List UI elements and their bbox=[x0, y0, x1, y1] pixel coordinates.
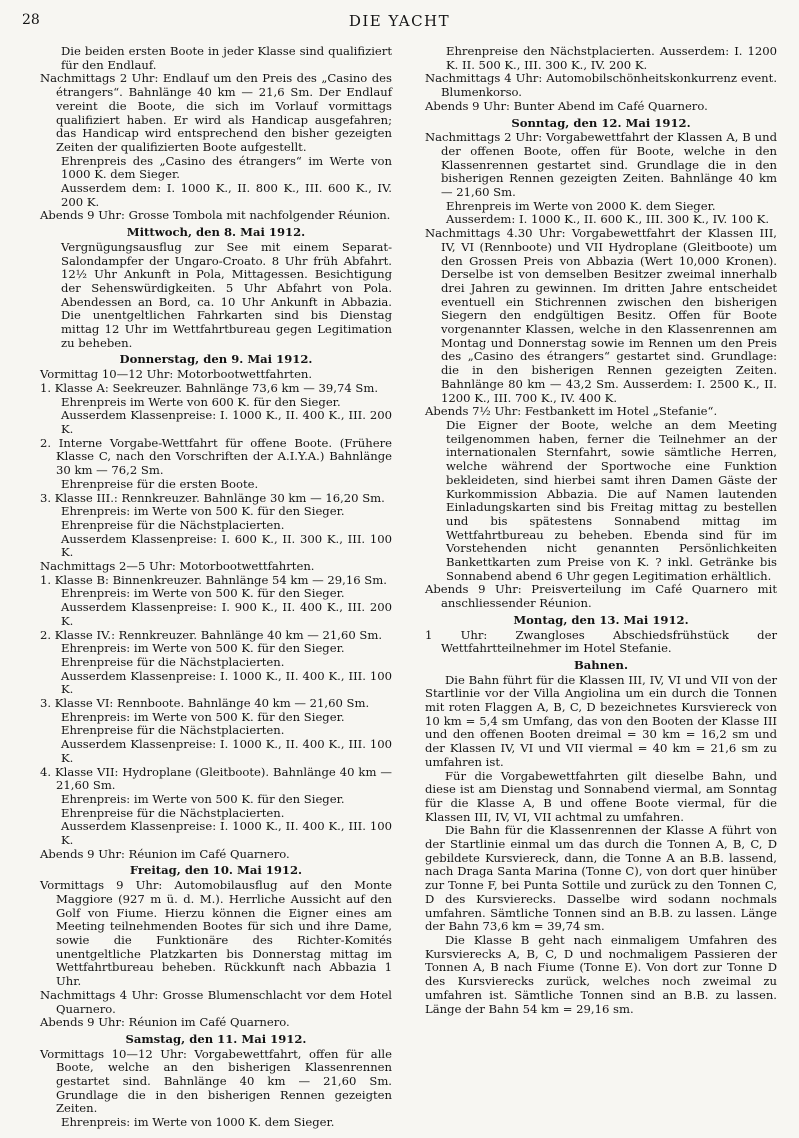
schedule-entry: 3. Klasse VI: Rennboote. Bahnlänge 40 km — 21,60 Sm. bbox=[40, 696, 370, 711]
paragraph: Die Bahn für die Klassenrennen der Klasse A führt von der Startlinie einmal um das durch die Tonnen A, B, C, D gebildete Kursviereck, dann, die Tonne A an B.B. lassend, nach Draga Santa Marina (Tonne C), von dort quer hinüber zur Tonne F, bei Punta Sottile und zurück zu den Tonnen C, D des Kursvierecks. Dasselbe wird sodann nochmals umfahren. Sämtliche Tonnen sind an B.B. zu lassen. Länge der Bahn 73,6 km = 39,74 sm. bbox=[425, 823, 777, 934]
indented-paragraph: Ehrenpreis: im Werte von 1000 K. dem Sieger. bbox=[61, 1115, 335, 1130]
schedule-entry: Nachmittags 2 Uhr: Endlauf um den Preis des „Casino des étrangers“. Bahnlänge 40 km — 21,6 Sm. Der Endlauf vereint die Boote, die sich im Vorlauf vormittags qualifiziert haben. Er wird als Handicap ausgefahren; das Handicap wird entsprechend den bisher gezeigten Zeiten der qualifizierten Boote aufgestellt. bbox=[40, 71, 392, 154]
indented-paragraph: Ausserdem Klassenpreise: I. 1000 K., II. 400 K., III. 100 K. bbox=[61, 819, 392, 848]
indented-paragraph: Ausserdem Klassenpreise: I. 900 K., II. 400 K., III. 200 K. bbox=[61, 600, 392, 628]
indented-paragraph: Ehrenpreise für die ersten Boote. bbox=[61, 476, 259, 491]
schedule-entry: 3. Klasse III.: Rennkreuzer. Bahnlänge 30 km — 16,20 Sm. bbox=[40, 490, 385, 505]
paragraph: Abends 9 Uhr: Bunter Abend im Café Quarnero. bbox=[425, 98, 708, 113]
indented-paragraph: Ehrenpreis des „Casino des étrangers“ im Werte von 1000 K. dem Sieger. bbox=[61, 153, 392, 182]
paragraph: Für die Vorgabewettfahrten gilt dieselbe Bahn, und diese ist am Dienstag und Sonnabend viermal, am Sonntag für die Klasse A, B und offene Boote viermal, für die Klassen III, IV, VI, VII achtmal zu umfahren. bbox=[425, 768, 777, 824]
schedule-entry: Nachmittags 4 Uhr: Grosse Blumenschlacht vor dem Hotel Quarnero. bbox=[40, 987, 392, 1016]
indented-paragraph: Ehrenpreis: im Werte von 500 K. für den Sieger. bbox=[61, 709, 345, 724]
indented-paragraph: Ehrenpreis: im Werte von 500 K. für den Sieger. bbox=[61, 586, 345, 601]
schedule-entry: Abends 9 Uhr: Preisverteilung im Café Quarnero mit anschliessender Réunion. bbox=[425, 582, 777, 611]
day-heading: Donnerstag, den 9. Mai 1912. bbox=[119, 352, 313, 367]
indented-paragraph: Ausserdem: I. 1000 K., II. 600 K., III. 300 K., IV. 100 K. bbox=[446, 212, 770, 227]
indented-paragraph: Ausserdem Klassenpreise: I. 1000 K., II. 400 K., III. 100 K. bbox=[61, 668, 392, 697]
paragraph: Vormittag 10—12 Uhr: Motorbootwettfahrten. bbox=[40, 367, 313, 382]
schedule-entry: Nachmittags 4 Uhr: Automobilschönheitskonkurrenz event. Blumenkorso. bbox=[425, 71, 777, 100]
indented-paragraph: Ehrenpreis: im Werte von 500 K. für den Sieger. bbox=[61, 504, 345, 519]
indented-paragraph: Ehrenpreise für die Nächstplacierten. bbox=[61, 517, 285, 532]
schedule-entry: 1. Klasse A: Seekreuzer. Bahnlänge 73,6 km — 39,74 Sm. bbox=[40, 380, 379, 395]
paragraph: Abends 9 Uhr: Réunion im Café Quarnero. bbox=[40, 1015, 290, 1030]
schedule-entry: Nachmittags 2 Uhr: Vorgabewettfahrt der Klassen A, B und der offenen Boote, offen für Boote, welche in den Klassenrennen gestartet sind. Grundlage die in den bisherigen Rennen gezeigten Zeiten. Bahnlänge 40 km — 21,60 Sm. bbox=[425, 130, 777, 200]
schedule-entry: 2. Interne Vorgabe-Wettfahrt für offene Boote. (Frühere Klasse C, nach den Vorschriften der A.I.Y.A.) Bahnlänge 30 km — 76,2 Sm. bbox=[40, 435, 392, 478]
paragraph: Die Klasse B geht nach einmaligem Umfahren des Kursvierecks A, B, C, D und nochmaligem Passieren der Tonnen A, B nach Fiume (Tonne E). Von dort zur Tonne D des Kursvierecks zurück, welches noch zweimal zu umfahren ist. Sämtliche Tonnen sind an B.B. zu lassen. Länge der Bahn 54 km = 29,16 sm. bbox=[425, 933, 777, 1016]
schedule-entry: 1 Uhr: Zwangloses Abschiedsfrühstück der Wettfahrtteilnehmer im Hotel Stefanie. bbox=[425, 627, 777, 656]
schedule-entry: 4. Klasse VII: Hydroplane (Gleitboote). Bahnlänge 40 km — 21,60 Sm. bbox=[40, 764, 392, 793]
schedule-entry: 2. Klasse IV.: Rennkreuzer. Bahnlänge 40 km — 21,60 Sm. bbox=[40, 627, 383, 642]
day-heading: Bahnen. bbox=[573, 657, 628, 672]
indented-paragraph: Ehrenpreise für die Nächstplacierten. bbox=[61, 805, 285, 820]
indented-paragraph: Ausserdem Klassenpreise: I. 600 K., II. 300 K., III. 100 K. bbox=[61, 531, 392, 560]
indented-paragraph: Die beiden ersten Boote in jeder Klasse sind qualifiziert für den Endlauf. bbox=[61, 44, 392, 72]
paragraph: Die Bahn führt für die Klassen III, IV, VI und VII von der Startlinie vor der Villa Angiolina um ein durch die Tonnen mit roten Flaggen A, B, C, D bezeichnetes Kursviereck von 10 km = 5,4 sm Umfang, das von den Booten der Klasse III und den offenen Booten dreimal = 30 km = 16,2 sm und der Klassen IV, VI und VII viermal = 40 km = 21,6 sm zu umfahren ist. bbox=[425, 672, 777, 769]
schedule-entry: Nachmittags 4.30 Uhr: Vorgabewettfahrt der Klassen III, IV, VI (Rennboote) und VII Hydroplane (Gleitboote) um den Grossen Preis von Abbazia (Wert 10,000 Kronen). Derselbe ist von demselben Besitzer zweimal innerhalb drei Jahren zu gewinnen. Im dritten Jahre entscheidet eventuell ein Stichrennen zwischen den bisherigen Siegern den endgültigen Besitz. Offen für Boote vorgenannter Klassen, welche in den Klassenrennen am Montag und Donnerstag sowie im Rennen um den Preis des „Casino des étrangers“ gestartet sind. Grundlage: die in den bisherigen Rennen gezeigten Zeiten. Bahnlänge 80 km — 43,2 Sm. Ausserdem: I. 2500 K., II. 1200 K., III. 700 K., IV. 400 K. bbox=[425, 226, 777, 405]
indented-paragraph: Ehrenpreise für die Nächstplacierten. bbox=[61, 723, 285, 738]
day-heading: Sonntag, den 12. Mai 1912. bbox=[511, 115, 691, 130]
day-heading: Freitag, den 10. Mai 1912. bbox=[129, 863, 303, 878]
indented-paragraph: Ausserdem Klassenpreise: I. 1000 K., II. 400 K., III. 100 K. bbox=[61, 737, 392, 765]
page-title: DIE YACHT bbox=[348, 12, 451, 30]
day-heading: Samstag, den 11. Mai 1912. bbox=[125, 1031, 307, 1046]
indented-paragraph: Ehrenpreise für die Nächstplacierten. bbox=[61, 654, 285, 669]
page-number: 28 bbox=[22, 12, 40, 28]
indented-paragraph: Ausserdem dem: I. 1000 K., II. 800 K., III. 600 K., IV. 200 K. bbox=[61, 181, 392, 209]
indented-paragraph: Ehrenpreis im Werte von 600 K. für den Sieger. bbox=[61, 394, 341, 409]
indented-paragraph: Ausserdem Klassenpreise: I. 1000 K., II. 400 K., III. 200 K. bbox=[61, 408, 392, 436]
right-column bbox=[425, 45, 777, 1016]
indented-paragraph: Vergnügungsausflug zur See mit einem Separat-Salondampfer der Ungaro-Croato. 8 Uhr früh Abfahrt. 12½ Uhr Ankunft in Pola, Mittagessen. Besichtigung der Sehenswürdigkeiten. 5 Uhr Abfahrt von Pola. Abendessen an Bord, ca. 10 Uhr Ankunft in Abbazia. Die unentgeltlichen Fahrkarten sind bis Dienstag mittag 12 Uhr im Wettfahrtbureau gegen Legitimation zu beheben. bbox=[61, 239, 392, 350]
page-header bbox=[22, 12, 777, 32]
indented-paragraph: Die Eigner der Boote, welche an dem Meeting teilgenommen haben, ferner die Teilnehmer an der internationalen Sternfahrt, sowie sämtliche Herren, welche während der Sportwoche eine Funktion bekleideten, sind hierbei samt ihren Damen Gäste der Kurkommission Abbazia. Die auf Namen lautenden Einladungskarten sind bis Freitag mittag zu bestellen und bis spätestens Sonnabend mittag im Wettfahrtbureau zu beheben. Ebenda sind für im Vorstehenden nicht genannten Persönlichkeiten Bankettkarten zum Preise von K. ? inkl. Getränke bis Sonnabend abend 6 Uhr gegen Legitimation erhältlich. bbox=[446, 417, 777, 583]
schedule-entry: 1. Klasse B: Binnenkreuzer. Bahnlänge 54 km — 29,16 Sm. bbox=[40, 572, 387, 587]
schedule-entry: Vormittags 10—12 Uhr: Vorgabewettfahrt, offen für alle Boote, welche an den bisherigen Klassenrennen gestartet sind. Bahnlänge 40 km — 21,60 Sm. Grundlage die in den bisherigen Rennen gezeigten Zeiten. bbox=[40, 1046, 392, 1116]
paragraph: Abends 9 Uhr: Grosse Tombola mit nachfolgender Réunion. bbox=[40, 208, 391, 223]
indented-paragraph: Ehrenpreis: im Werte von 500 K. für den Sieger. bbox=[61, 641, 345, 656]
schedule-entry: Vormittags 9 Uhr: Automobilausflug auf den Monte Maggiore (927 m ü. d. M.). Herrliche Aussicht auf den Golf von Fiume. Hierzu können die Eigner eines am Meeting teilnehmenden Bootes für sich und ihre Dame, sowie die Funktionäre des Richter-Komités unentgeltliche Platzkarten bis Donnerstag mittag im Wettfahrtbureau beheben. Rückkunft nach Abbazia 1 Uhr. bbox=[40, 878, 392, 989]
day-heading: Montag, den 13. Mai 1912. bbox=[513, 612, 689, 627]
paragraph: Nachmittags 2—5 Uhr: Motorbootwettfahrten. bbox=[40, 559, 315, 574]
left-column bbox=[40, 45, 392, 1130]
indented-paragraph: Ehrenpreis: im Werte von 500 K. für den Sieger. bbox=[61, 791, 345, 806]
indented-paragraph: Ehrenpreis im Werte von 2000 K. dem Sieger. bbox=[446, 198, 716, 213]
day-heading: Mittwoch, den 8. Mai 1912. bbox=[126, 225, 306, 240]
paragraph: Abends 9 Uhr: Réunion im Café Quarnero. bbox=[40, 846, 290, 861]
schedule-entry: Abends 7½ Uhr: Festbankett im Hotel „Stefanie“. bbox=[425, 404, 718, 419]
indented-paragraph: Ehrenpreise den Nächstplacierten. Ausserdem: I. 1200 K. II. 500 K., III. 300 K., IV. 200 K. bbox=[446, 44, 777, 72]
